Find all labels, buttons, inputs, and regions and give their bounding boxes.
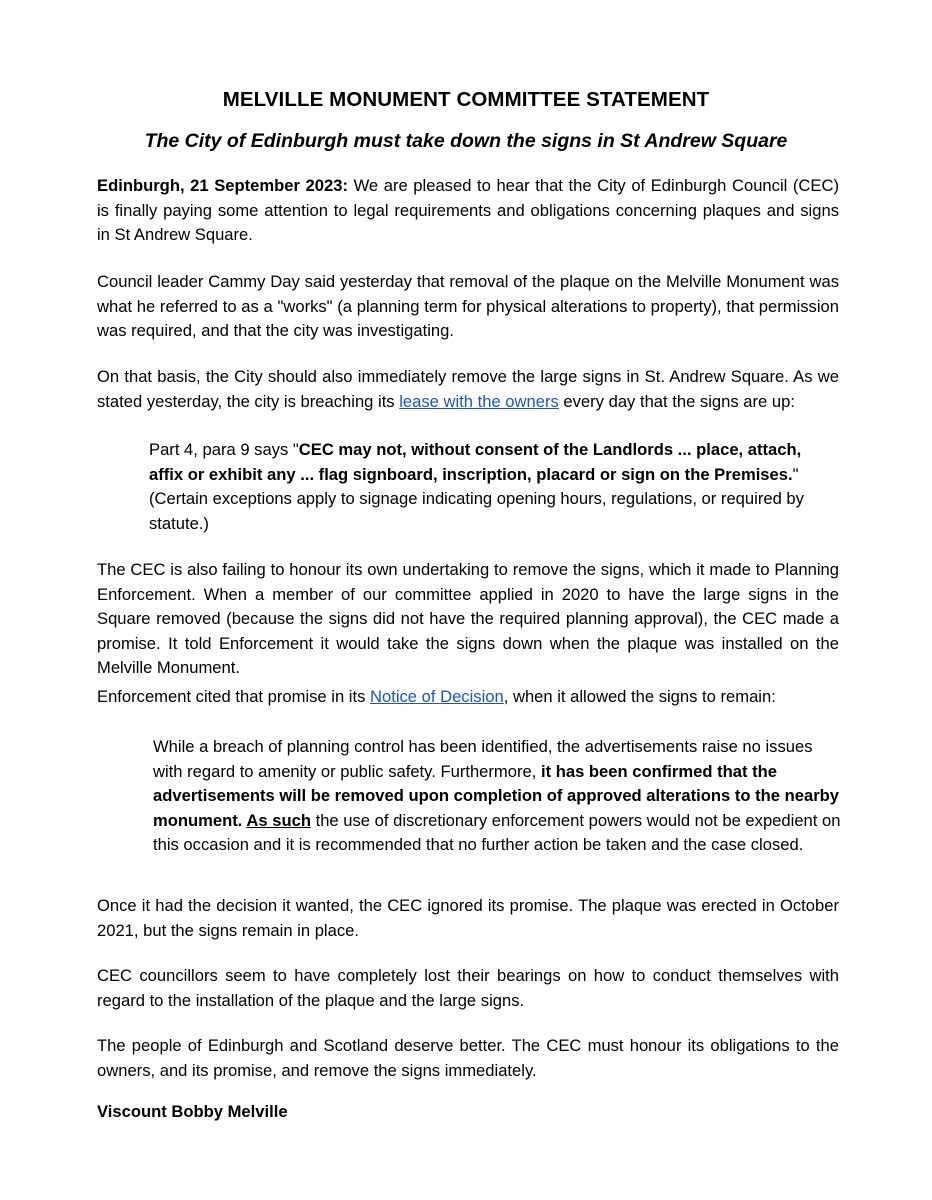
signature-name: Viscount Bobby Melville <box>97 1102 288 1121</box>
notice-text-before: Enforcement cited that promise in its <box>97 687 370 706</box>
paragraph-deserve-better: The people of Edinburgh and Scotland deserve better. The CEC must honour its obligations to the owners, and its promise, and remove the signs immediately. <box>97 1036 839 1080</box>
lease-quote-after: " (Certain exceptions apply to signage indicating opening hours, regulations, or required by statute.) <box>149 464 804 533</box>
dateline: Edinburgh, 21 September 2023: <box>97 176 348 195</box>
decision-quote-as-such: As such <box>246 810 311 830</box>
intro-text: We are pleased to hear that the City of Edinburgh Council (CEC) is finally paying some attention to legal requirements and obligations concerning plaques and signs in St Andrew Square. <box>97 176 839 244</box>
lease-text-before: On that basis, the City should also immediately remove the large signs in St. Andrew Square. As we stated yesterday, the city is breaching its <box>97 367 839 411</box>
paragraph-council-leader: Council leader Cammy Day said yesterday that removal of the plaque on the Melville Monument was what he referred to as a "works" (a planning term for physical alterations to property), that permission was required, and that the city was investigating. <box>97 272 839 340</box>
document-title: MELVILLE MONUMENT COMMITTEE STATEMENT <box>222 88 710 111</box>
paragraph-lease <box>97 365 839 414</box>
paragraph-councillors: CEC councillors seem to have completely lost their bearings on how to conduct themselves with regard to the installation of the plaque and the large signs. <box>97 966 839 1010</box>
paragraph-ignored-promise: Once it had the decision it wanted, the CEC ignored its promise. The plaque was erected in October 2021, but the signs remain in place. <box>97 896 839 940</box>
notice-text-after: , when it allowed the signs to remain: <box>503 687 776 706</box>
decision-quote-bold: it has been confirmed that the advertisements will be removed upon completion of approved alterations to the nearby monument. <box>153 761 840 830</box>
paragraph-undertaking: The CEC is also failing to honour its own undertaking to remove the signs, which it made to Planning Enforcement. When a member of our committee applied in 2020 to have the large signs in the Square removed (because the signs did not have the required planning approval), the CEC made a promise. It told Enforcement it would take the signs down when the plaque was installed on the Melville Monument. <box>97 560 839 677</box>
lease-quote-intro: Part 4, para 9 says " <box>149 440 299 459</box>
decision-quote-part2: the use of discretionary enforcement powers would not be expedient on this occasion and it is recommended that no further action be taken and the case closed. <box>153 810 841 854</box>
lease-quote <box>149 438 839 536</box>
notice-of-decision-link[interactable]: Notice of Decision <box>370 687 504 706</box>
document-subtitle: The City of Edinburgh must take down the signs in St Andrew Square <box>144 130 788 152</box>
lease-link[interactable]: lease with the owners <box>399 391 559 411</box>
decision-quote <box>153 735 843 858</box>
lease-quote-bold: CEC may not, without consent of the Landlords ... place, attach, affix or exhibit any ... flag signboard, inscription, placard or sign on the Premises. <box>149 440 802 484</box>
signature <box>97 1100 839 1125</box>
lease-text-after: every day that the signs are up: <box>558 391 795 411</box>
paragraph-notice <box>97 685 839 710</box>
paragraph-intro <box>97 174 839 248</box>
decision-quote-part1: While a breach of planning control has been identified, the advertisements raise no issues with regard to amenity or public safety. Furthermore, <box>153 737 813 781</box>
